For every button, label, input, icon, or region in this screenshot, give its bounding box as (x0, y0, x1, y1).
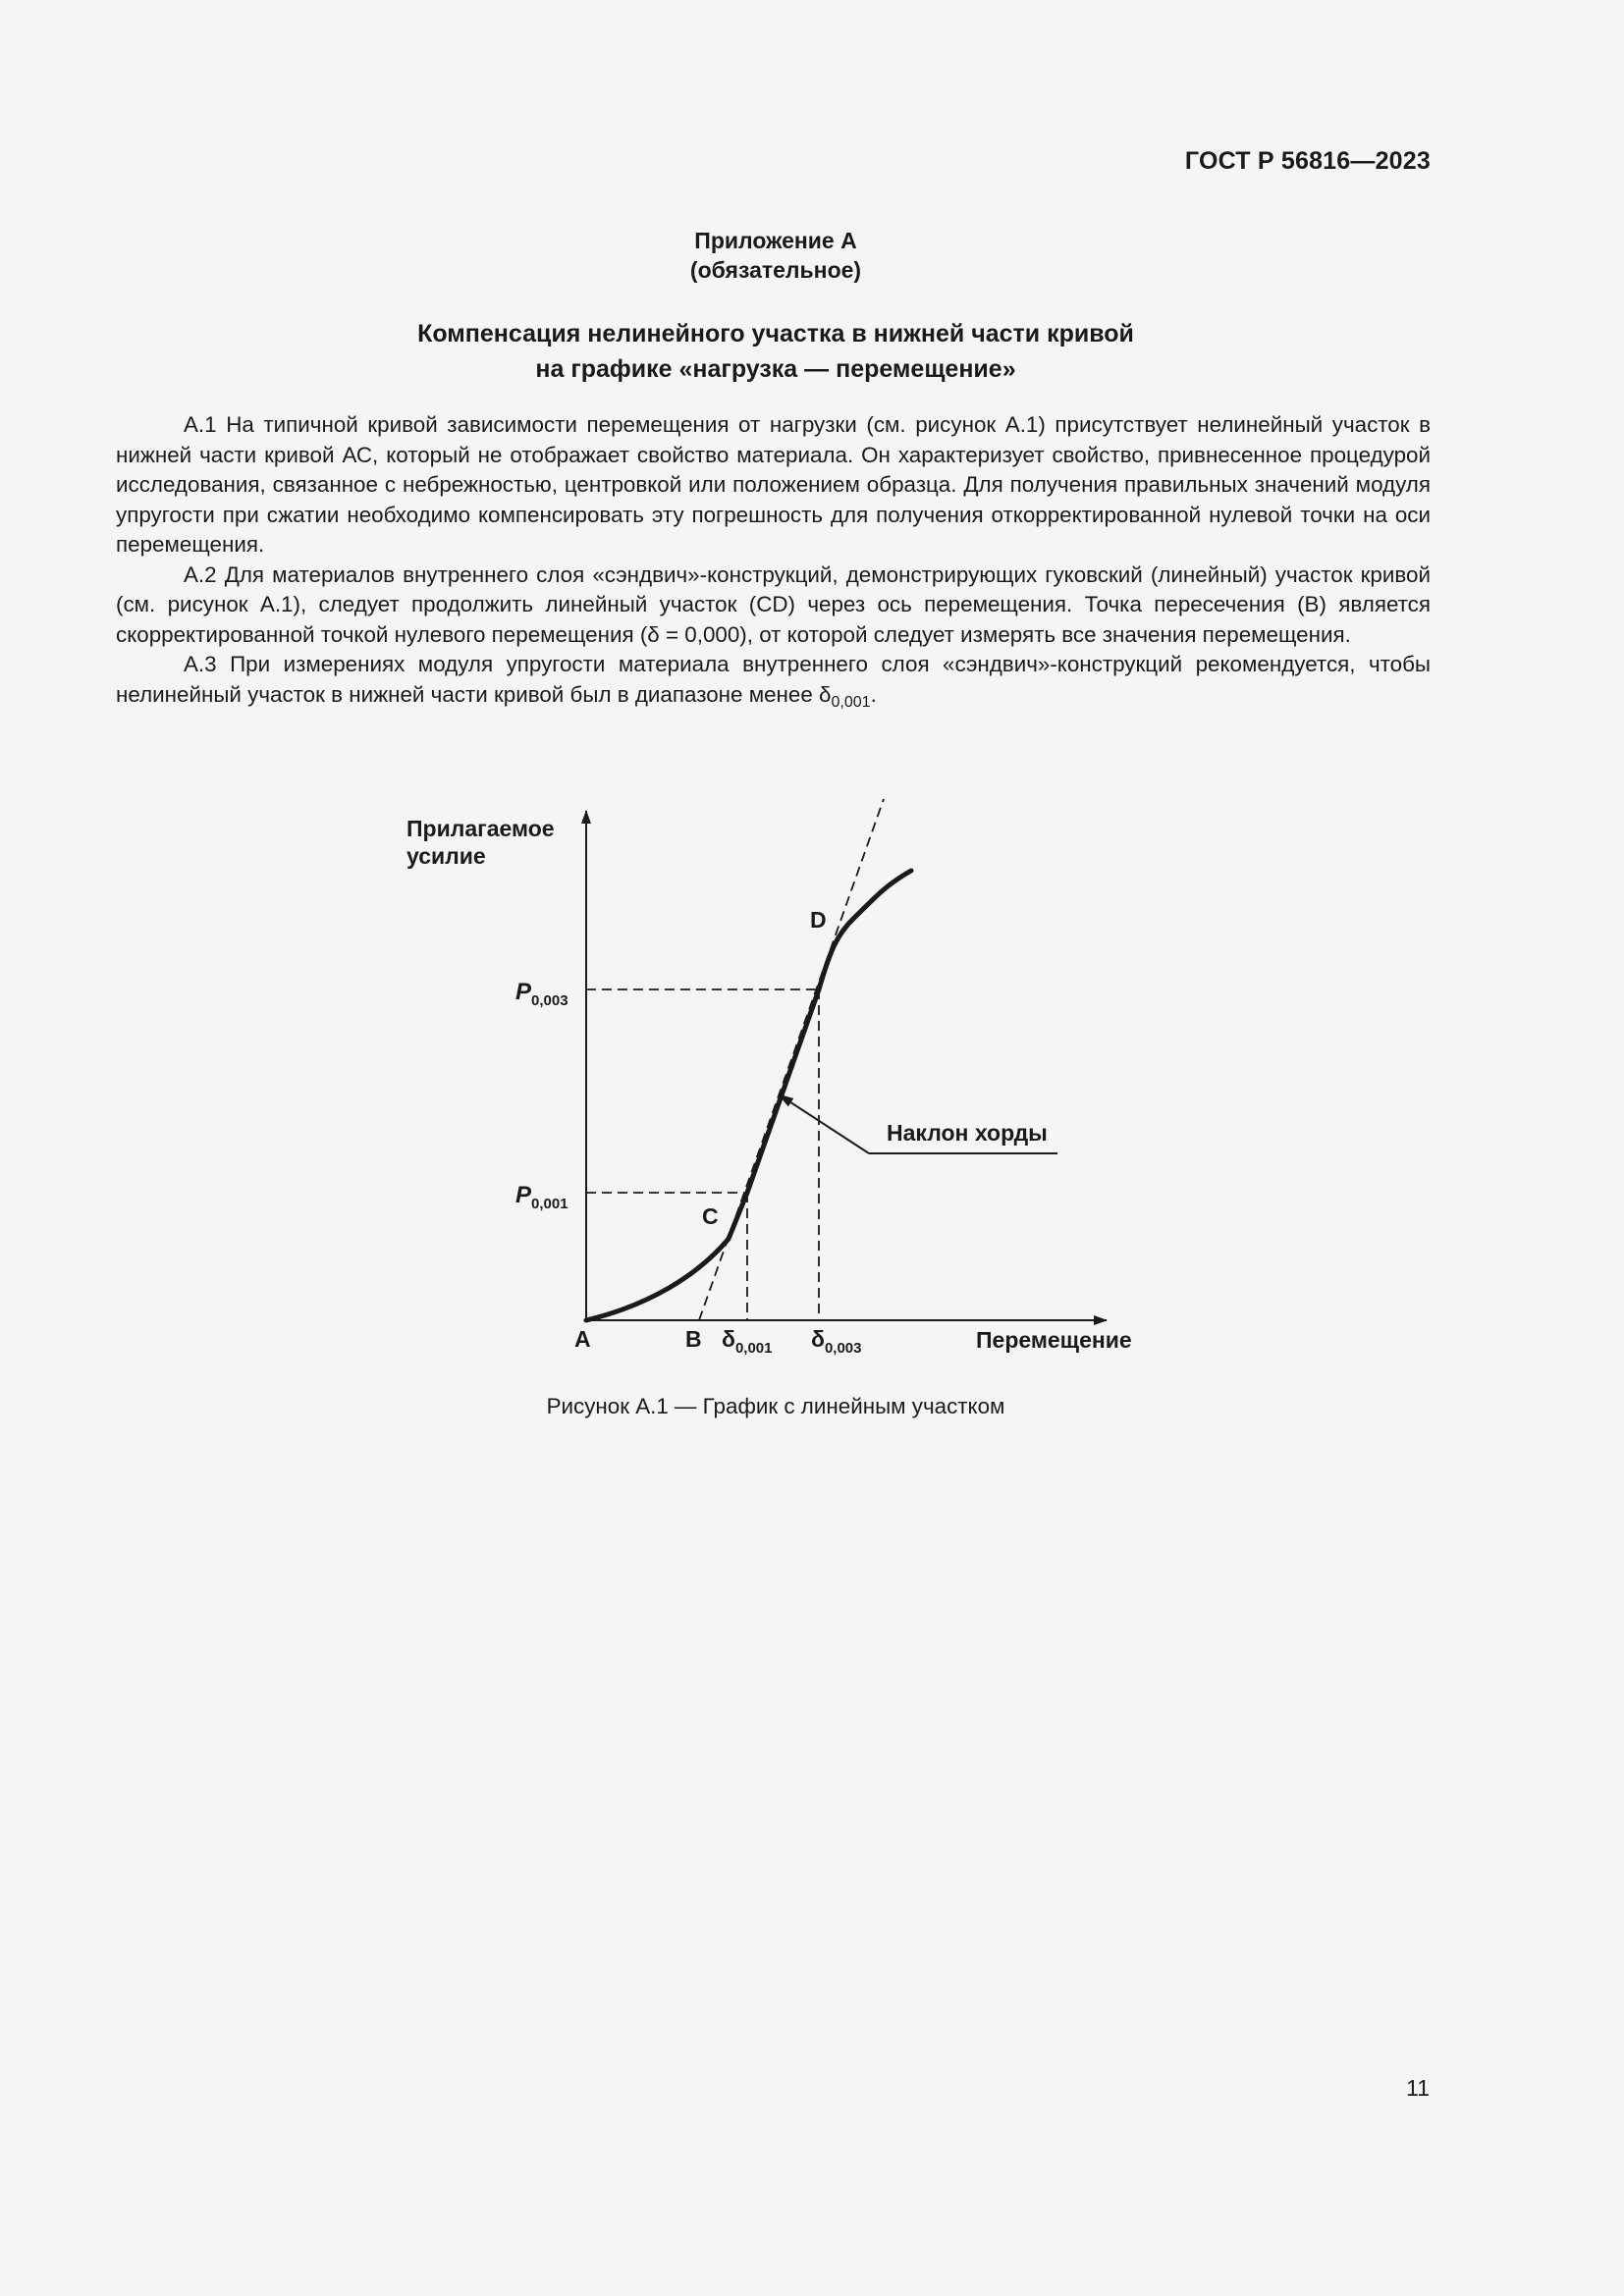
y-axis-label-line2: усилие (406, 843, 486, 869)
load-displacement-curve (586, 871, 911, 1320)
d001-label (722, 1326, 773, 1357)
paragraph-a3-text: А.3 При измерениях модуля упругости материала внутреннего слоя «сэндвич»-конструкций рекомендуется, чтобы нелинейный участок в нижней части кривой был в диапазоне менее δ (116, 652, 1431, 707)
point-c-label: C (702, 1203, 719, 1229)
annex-title: Приложение А (694, 228, 857, 253)
paragraph-a3-subscript: 0,001 (831, 693, 871, 711)
d003-sub: 0,003 (824, 1340, 862, 1357)
annex-status: (обязательное) (689, 257, 862, 283)
chord-slope-label: Наклон хорды (887, 1120, 1048, 1146)
figure-caption: Рисунок А.1 — График с линейным участком (546, 1394, 1005, 1418)
p001-sub: 0,001 (531, 1196, 568, 1212)
y-axis-label-line1: Прилагаемое (406, 816, 555, 841)
paragraph-a1: А.1 На типичной кривой зависимости перемещения от нагрузки (см. рисунок А.1) присутствует нелинейный участок в нижней части кривой АС, который не отображает свойство материала. Он характеризует свойство, привнесенное процедурой исследования, связанное с небрежностью, центровкой или положением образца. Для получения правильных значений модуля упругости при сжатии необходимо компенсировать эту погрешность для получения откорректированной нулевой точки на оси перемещения. (116, 412, 1431, 557)
chord-leader-line (779, 1095, 869, 1153)
point-d-label: D (810, 907, 827, 933)
p001-label (515, 1182, 568, 1212)
paragraph-a3-end: . (870, 681, 877, 707)
p003-label (515, 979, 568, 1009)
d003-main: δ (811, 1326, 825, 1352)
d003-label (811, 1326, 862, 1357)
standard-id: ГОСТ Р 56816—2023 (1184, 147, 1431, 175)
point-b-label: B (685, 1326, 702, 1352)
p003-main: P (515, 979, 532, 1005)
p003-sub: 0,003 (531, 992, 568, 1009)
p001-main: P (515, 1182, 532, 1208)
point-a-label: A (574, 1326, 591, 1352)
section-title-line2: на графике «нагрузка — перемещение» (535, 355, 1016, 383)
section-title-line1: Компенсация нелинейного участка в нижней части кривой (417, 320, 1134, 347)
d001-main: δ (722, 1326, 735, 1352)
x-axis-label: Перемещение (976, 1327, 1132, 1353)
paragraph-a2: А.2 Для материалов внутреннего слоя «сэндвич»-конструкций, демонстрирующих гуковский (линейный) участок кривой (см. рисунок А.1), следует продолжить линейный участок (CD) через ось перемещения. Точка пересечения (В) является скорректированной точкой нулевого перемещения (δ = 0,000), от которой следует измерять все значения перемещения. (116, 561, 1431, 647)
page-number: 11 (1406, 2075, 1430, 2101)
d001-sub: 0,001 (734, 1340, 773, 1357)
